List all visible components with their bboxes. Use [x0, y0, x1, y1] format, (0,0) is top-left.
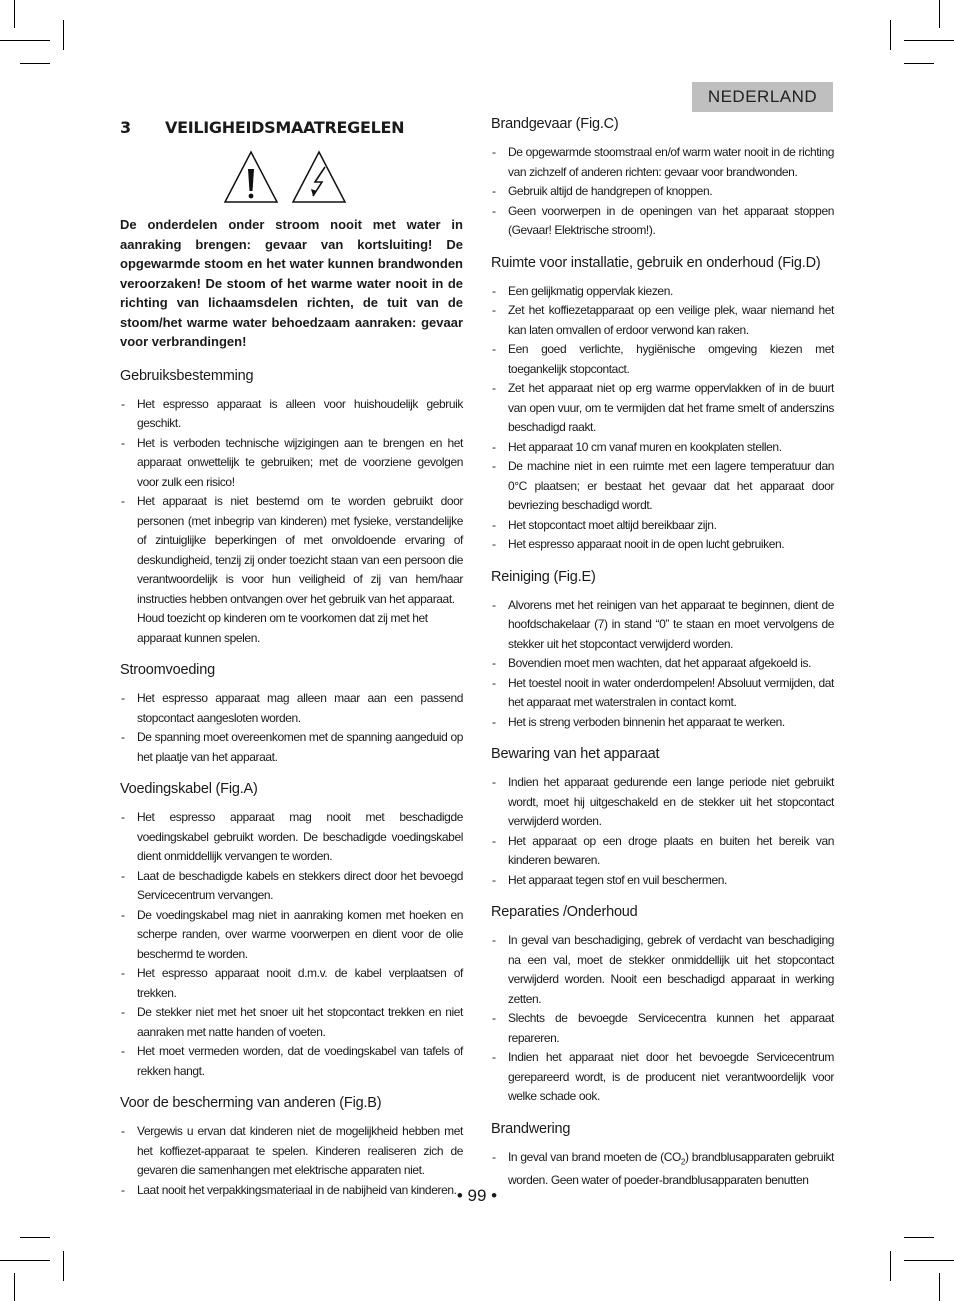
list-item: - Laat de beschadigde kabels en stekkers direct door het bevoegd Servicecentrum vervangen.	[120, 867, 463, 906]
warning-icons	[223, 149, 463, 205]
brandwering-text-end: ) brandblusapparaten gebruikt worden. Geen water of poeder-brandblusapparaten benutten	[508, 1149, 834, 1188]
section-title-text: VEILIGHEIDSMAATREGELEN	[165, 118, 405, 137]
heading-ruimte: Ruimte voor installatie, gebruik en onderhoud (Fig.D)	[491, 254, 821, 271]
list-ruimte	[491, 282, 834, 555]
page-number: • 99 •	[456, 1186, 498, 1205]
list-item: - Laat nooit het verpakkingsmateriaal in de nabijheid van kinderen.	[120, 1181, 463, 1201]
heading-bewaring: Bewaring van het apparaat	[491, 746, 660, 762]
list-item: - Bovendien moet men wachten, dat het apparaat afgekoeld is.	[491, 654, 834, 674]
list-item: - Geen voorwerpen in de openingen van het apparaat stoppen (Gevaar! Elektrische stroom!).	[491, 202, 834, 241]
list-item: - De opgewarmde stoomstraal en/of warm water nooit in de richting van zichzelf of anderen richten: gevaar voor brandwonden.	[491, 143, 834, 182]
section-title	[120, 118, 463, 137]
crop-mark	[904, 1260, 954, 1261]
list-reiniging	[491, 596, 834, 733]
list-item: - Gebruik altijd de handgrepen of knoppen.	[491, 182, 834, 202]
list-item: - Zet het koffiezetapparaat op een veilige plek, waar niemand het kan laten omvallen of erdoor verwond kan raken.	[491, 301, 834, 340]
heading-brandgevaar: Brandgevaar (Fig.C)	[491, 116, 619, 132]
list-bewaring	[491, 773, 834, 890]
crop-mark	[63, 1251, 64, 1281]
list-gebruiksbestemming	[120, 395, 463, 610]
list-item: - De stekker niet met het snoer uit het stopcontact trekken en niet aanraken met natte handen of voeten.	[120, 1003, 463, 1042]
crop-mark	[904, 1237, 934, 1238]
crop-mark	[0, 1260, 50, 1261]
co2-subscript: 2	[680, 1156, 685, 1166]
list-item: - Het apparaat tegen stof en vuil beschermen.	[491, 871, 834, 891]
list-reparaties	[491, 931, 834, 1107]
supervision-note: Houd toezicht op kinderen om te voorkomen dat zij met het apparaat kunnen spelen.	[137, 611, 428, 645]
heading-reparaties: Reparaties /Onderhoud	[491, 904, 638, 920]
crop-mark	[14, 0, 15, 28]
list-item: - Het is verboden technische wijzigingen aan te brengen en het apparaat onwettelijk te gebruiken; met de voorziene gevolgen voor zulk een risico!	[120, 434, 463, 493]
crop-mark	[890, 1251, 891, 1281]
section-number: 3	[120, 118, 131, 137]
list-item: - Het espresso apparaat nooit in de open lucht gebruiken.	[491, 535, 834, 555]
list-item	[491, 1148, 834, 1191]
crop-mark	[904, 63, 934, 64]
list-item: - Het moet vermeden worden, dat de voedingskabel van tafels of rekken hangt.	[120, 1042, 463, 1081]
list-item: - Het apparaat is niet bestemd om te worden gebruikt door personen (met inbegrip van kinderen) met fysieke, verstandelijke of zintuiglijke beperkingen of met onvoldoende ervaring of deskundigheid, tenzij zij onder toezicht staan van een persoon die verantwoordelijk is voor hun veiligheid of zij van hem/haar instructies hebben ontvangen over het gebruik van het apparaat.	[120, 492, 463, 609]
list-item: - De machine niet in een ruimte met een lagere temperatuur dan 0°C plaatsen; er bestaat het gevaar dat het apparaat door bevriezing beschadigd wordt.	[491, 457, 834, 516]
list-item: - In geval van beschadiging, gebrek of verdacht van beschadiging na een val, moet de stekker onmiddellijk uit het stopcontact verwijderd worden. Nooit een beschadigd apparaat in werking zetten.	[491, 931, 834, 1009]
list-item: - Het toestel nooit in water onderdompelen! Absoluut vermijden, dat het apparaat met waterstralen in contact komt.	[491, 674, 834, 713]
crop-mark	[20, 63, 50, 64]
list-item: - Het is streng verboden binnenin het apparaat te werken.	[491, 713, 834, 733]
list-item: - Het apparaat 10 cm vanaf muren en kookplaten stellen.	[491, 438, 834, 458]
crop-mark	[939, 1273, 940, 1301]
intro-paragraph: De onderdelen onder stroom nooit met water in aanraking brengen: gevaar van kortsluiting! De opgewarmde stoom en het water kunnen brandwonden veroorzaken! De stoom of het warme water nooit in de richting van lichaamsdelen richten, de tuit van de stoom/het warme water behoedzaam aanraken: gevaar voor verbrandingen!	[120, 217, 463, 349]
list-item: - Een gelijkmatig oppervlak kiezen.	[491, 282, 834, 302]
heading-voedingskabel: Voedingskabel (Fig.A)	[120, 781, 258, 797]
exclamation-warning-icon	[223, 149, 279, 205]
heading-bescherming-anderen: Voor de bescherming van anderen (Fig.B)	[120, 1095, 382, 1111]
list-item: - Slechts de bevoegde Servicecentra kunnen het apparaat repareren.	[491, 1009, 834, 1048]
brandwering-text-start: In geval van brand moeten de (CO	[508, 1149, 681, 1164]
electric-shock-warning-icon	[291, 149, 347, 205]
list-item: - Het stopcontact moet altijd bereikbaar zijn.	[491, 516, 834, 536]
list-item: - Het espresso apparaat mag alleen maar aan een passend stopcontact aangesloten worden.	[120, 689, 463, 728]
list-item: - Indien het apparaat gedurende een lange periode niet gebruikt wordt, moet hij uitgeschakeld en de stekker uit het stopcontact verwijderd worden.	[491, 773, 834, 832]
list-item: - Indien het apparaat niet door het bevoegde Servicecentrum gerepareerd wordt, is de producent niet verantwoordelijk voor welke schade ook.	[491, 1048, 834, 1107]
list-item: - Zet het apparaat niet op erg warme oppervlakken of in de buurt van open vuur, om te vermijden dat het frame smelt of anderszins beschadigd raakt.	[491, 379, 834, 438]
heading-brandwering: Brandwering	[491, 1120, 571, 1137]
list-item: - De spanning moet overeenkomen met de spanning aangeduid op het plaatje van het apparaat.	[120, 728, 463, 767]
list-item: - Het espresso apparaat mag nooit met beschadigde voedingskabel gebruikt worden. De beschadigde voedingskabel dient onmiddellijk vervangen te worden.	[120, 808, 463, 867]
list-item: - Het espresso apparaat is alleen voor huishoudelijk gebruik geschikt.	[120, 395, 463, 434]
crop-mark	[20, 1237, 50, 1238]
crop-mark	[904, 40, 954, 41]
heading-stroomvoeding: Stroomvoeding	[120, 662, 215, 678]
right-column	[491, 116, 834, 1205]
list-item: - Vergewis u ervan dat kinderen niet de mogelijkheid hebben met het koffiezet-apparaat te spelen. Kinderen realiseren zich de gevaren die samenhangen met elektrische apparaten niet.	[120, 1122, 463, 1181]
crop-mark	[14, 1273, 15, 1301]
list-item: - Alvorens met het reinigen van het apparaat te beginnen, dient de hoofdschakelaar (7) in stand “0” te staan en moet vervolgens de stekker uit het stopcontact verwijderd worden.	[491, 596, 834, 655]
language-tab: NEDERLAND	[692, 82, 833, 112]
left-column	[120, 116, 463, 1214]
list-brandgevaar	[491, 143, 834, 241]
heading-gebruiksbestemming: Gebruiksbestemming	[120, 367, 254, 384]
crop-mark	[939, 0, 940, 28]
list-stroomvoeding	[120, 689, 463, 767]
list-item: - Het apparaat op een droge plaats en buiten het bereik van kinderen bewaren.	[491, 832, 834, 871]
crop-mark	[63, 20, 64, 50]
list-voedingskabel	[120, 808, 463, 1081]
heading-reiniging: Reiniging (Fig.E)	[491, 568, 596, 585]
crop-mark	[0, 40, 50, 41]
crop-mark	[890, 20, 891, 50]
list-item: - Een goed verlichte, hygiënische omgeving kiezen met toegankelijk stopcontact.	[491, 340, 834, 379]
list-item: - De voedingskabel mag niet in aanraking komen met hoeken en scherpe randen, over warme voorwerpen en dient voor de olie beschermd te worden.	[120, 906, 463, 965]
list-brandwering	[491, 1148, 834, 1191]
list-item: - Het espresso apparaat nooit d.m.v. de kabel verplaatsen of trekken.	[120, 964, 463, 1003]
